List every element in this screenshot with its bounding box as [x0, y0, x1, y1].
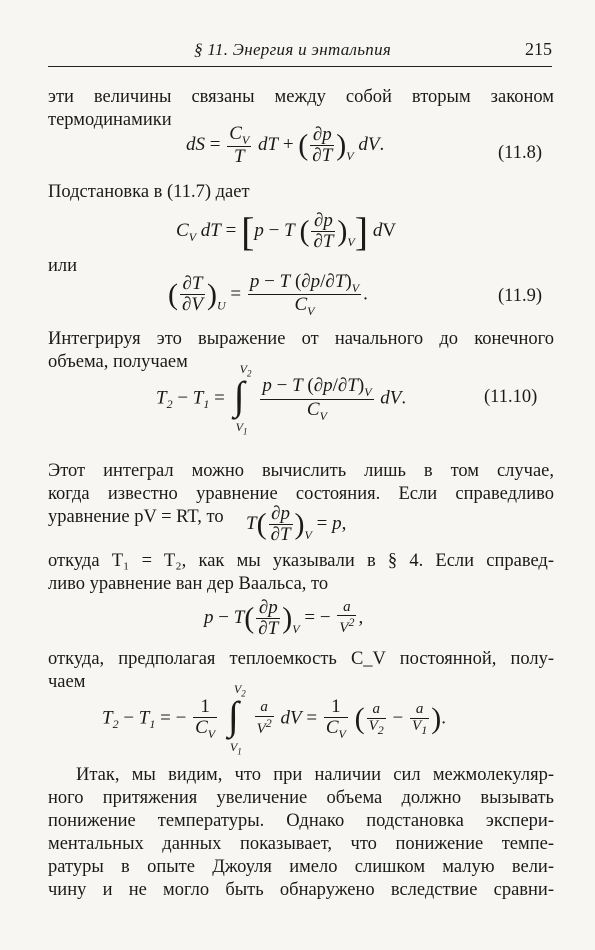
- text-line: ратуры в опыте Джоуля имело слишком малую вели-: [48, 857, 554, 877]
- equation-van-der-waals: p − T( $\frac{\partial p}{\partial T}$ )$_V$ = − $\frac{a}{V^2}$ ,: [204, 597, 364, 639]
- text-line: или: [48, 256, 78, 276]
- text-line: Итак, мы видим, что при наличии сил межмолекуляр-: [76, 765, 554, 785]
- text-line: Этот интеграл можно вычислить лишь в том случае,: [48, 461, 554, 481]
- text-line: чаем: [48, 672, 86, 692]
- text-line: откуда, предполагая теплоемкость C_V постоянной, полу-: [48, 649, 554, 669]
- paragraph-6: [48, 550, 554, 596]
- equation-11-8: dS = $\frac{C_V}{T}$ dT + ( $\frac{\partial p}{\partial T}$ )$_V$ dV.: [186, 123, 385, 168]
- equation-11-9: ( $\frac{\partial T}{\partial V}$ )$_U$ = $\frac{p - T (\partial p/\partial T)_V}{C_V}$ .: [168, 271, 368, 319]
- text-line: эти величины связаны между собой вторым законом: [48, 87, 554, 107]
- paragraph-4: [48, 328, 554, 374]
- text-line: уравнение pV = RT, то: [48, 507, 224, 527]
- text-line: чину и не могло быть обнаружено вследствие сравни-: [48, 880, 554, 900]
- equation-number: (11.9): [498, 286, 543, 306]
- paragraph-8: [48, 764, 554, 902]
- header-title: § 11. Энергия и энтальпия: [194, 40, 392, 59]
- equation-result: $T_2 - T_1$ = − $\frac{1}{C_V}$ ∫ $V_2$ $V_1$ $\frac{a}{V^2}$ dV = $\frac{1}{C_V}$ ( $\frac{a}{V_2}$ − $\frac{a}{V_1}$ ).: [102, 682, 446, 757]
- text-line: Интегрируя это выражение от начального до конечного: [48, 329, 554, 349]
- paragraph-2: [48, 181, 554, 204]
- equation-number: (11.8): [498, 143, 543, 163]
- text-line: понижение температуры. Однако подстановка экспери-: [48, 811, 554, 831]
- text-line: откуда T₁ = T₂, как мы указывали в § 4. Если справед-: [48, 551, 554, 571]
- text-line: ного притяжения увеличение объема должно вызывать: [48, 788, 554, 808]
- text-line: термодинамики: [48, 110, 172, 130]
- text-line: Подстановка в (11.7) дает: [48, 182, 250, 202]
- text-line: ливо уравнение ван дер Ваальса, то: [48, 574, 329, 594]
- equation-ideal-gas: T( $\frac{\partial p}{\partial T}$ )$_V = p$,: [246, 503, 347, 545]
- text-line: ментальных данных показывает, что понижение темпе-: [48, 834, 554, 854]
- paragraph-7: [48, 648, 554, 694]
- text-line: когда известно уравнение состояния. Если справедливо: [48, 484, 554, 504]
- page-number: 215: [525, 39, 552, 59]
- running-header: [48, 36, 552, 67]
- equation-number: (11.10): [484, 387, 538, 407]
- equation-11-10: $T_2 - T_1$ = ∫ $V_2$ $V_1$ $\frac{p - T (\partial p/\partial T)_V}{C_V}$ dV.: [156, 362, 407, 437]
- equation-substitution: $C_V$ dT = [p − T ( $\frac{\partial p}{\partial T}$ )$_V$] dV: [176, 209, 397, 254]
- text-line: объема, получаем: [48, 352, 188, 372]
